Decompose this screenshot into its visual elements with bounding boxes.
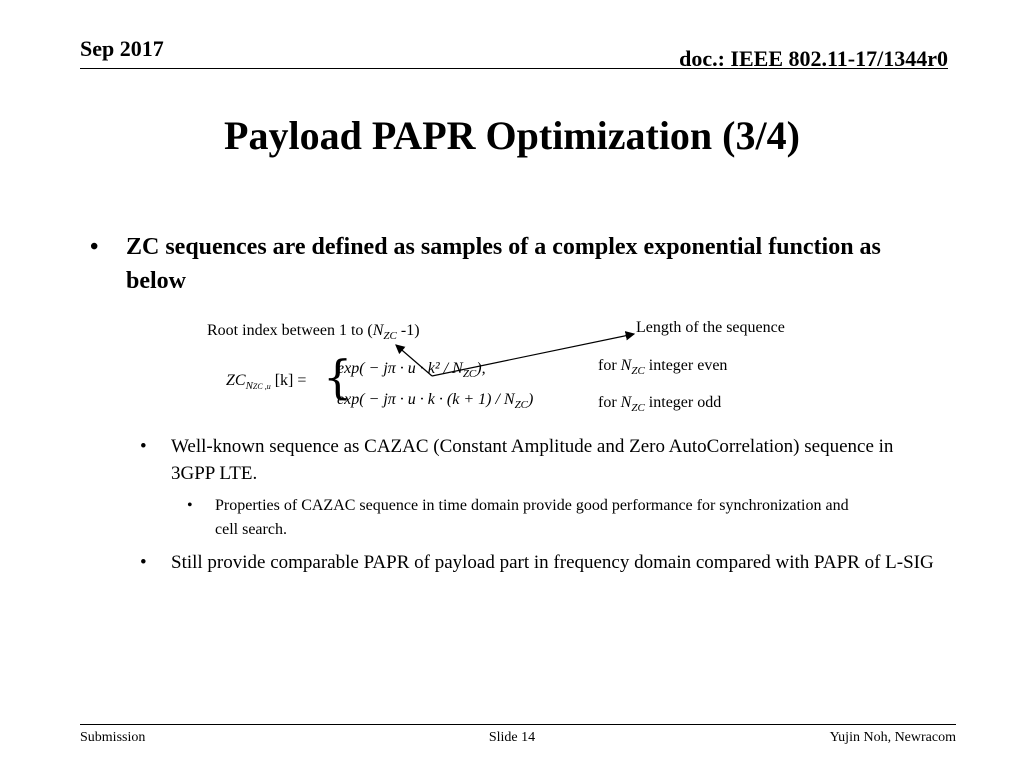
footer-author: Yujin Noh, Newracom <box>829 730 956 745</box>
header-date: Sep 2017 <box>80 36 164 61</box>
footer-rule <box>80 724 956 725</box>
cond2-var: N <box>620 394 632 411</box>
cond2-sub: ZC <box>631 402 645 414</box>
lhs-arg: [k] = <box>274 372 307 389</box>
slide-title: Payload PAPR Optimization (3/4) <box>224 113 800 158</box>
formula-brace: { <box>323 350 353 404</box>
footer-slide-number: Slide 14 <box>488 730 536 745</box>
case1-sub: ZC <box>462 368 477 380</box>
footer-submission: Submission <box>80 730 146 745</box>
case2-expr: exp( − jπ · u · k · (k + 1) / N <box>337 391 515 408</box>
length-annotation: Length of the sequence <box>636 319 785 336</box>
root-index-prefix: Root index between 1 to ( <box>207 322 373 339</box>
main-bullet-text: ZC sequences are defined as samples of a complex exponential function as below <box>126 234 881 294</box>
sub-bullet-cazac-text: Well-known sequence as CAZAC (Constant Amplitude and Zero AutoCorrelation) sequence in 3GPP LTE. <box>171 436 894 484</box>
cond2-post: integer odd <box>644 394 722 411</box>
header-doc-id: doc.: IEEE 802.11-17/1344r0 <box>679 46 948 71</box>
lhs-sub-n: N <box>245 380 253 392</box>
sub-bullet-papr <box>140 549 945 605</box>
formula-condition-even <box>598 357 727 377</box>
cond2-pre: for <box>598 394 621 411</box>
bullet-dot: • <box>90 234 99 260</box>
sub-sub-bullet-properties <box>187 494 867 544</box>
root-index-suffix: -1) <box>396 322 420 339</box>
formula-lhs <box>226 372 306 392</box>
bullet-dot: • <box>140 436 147 457</box>
bullet-dot: • <box>140 552 147 573</box>
formula-case1 <box>337 360 486 380</box>
cond1-var: N <box>620 357 632 374</box>
sub-bullet-cazac <box>140 433 945 489</box>
root-index-sub: ZC <box>383 330 397 342</box>
sub-sub-bullet-text: Properties of CAZAC sequence in time domain provide good performance for synchronization and cell search. <box>215 497 849 538</box>
cond1-pre: for <box>598 357 621 374</box>
formula-condition-odd <box>598 394 721 414</box>
lhs-symbol: ZC <box>226 372 246 389</box>
case2-end: ) <box>528 391 534 408</box>
cond1-sub: ZC <box>631 365 645 377</box>
lhs-sub-sub: ZC ,u <box>252 382 271 391</box>
bullet-dot: • <box>187 497 193 514</box>
root-index-var: N <box>372 322 384 339</box>
lhs-subscript <box>246 380 271 392</box>
formula-case2 <box>337 391 533 411</box>
case1-expr: exp( − jπ · u · k² / N <box>337 360 463 377</box>
case2-sub: ZC <box>514 399 529 411</box>
sub-bullet-papr-text: Still provide comparable PAPR of payload part in frequency domain compared with PAPR of L-SIG <box>171 552 934 573</box>
case1-end: ), <box>476 360 486 377</box>
cond1-post: integer even <box>644 357 728 374</box>
